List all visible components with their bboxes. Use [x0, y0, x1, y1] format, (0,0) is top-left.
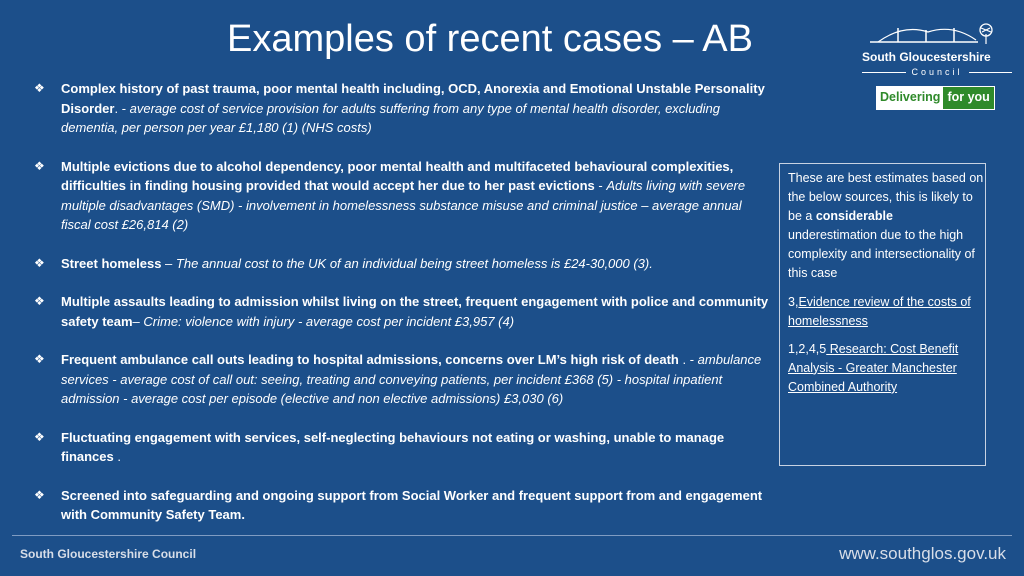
delivering-badge: [876, 86, 995, 110]
page-title: Examples of recent cases – AB: [227, 18, 753, 60]
ref1-prefix: 3,: [788, 294, 799, 309]
estimate-note-box: [779, 163, 986, 466]
footer-website: www.southglos.gov.uk: [839, 544, 1006, 563]
bullet-cost: Crime: violence with injury - average cost per incident £3,957 (4): [143, 313, 515, 329]
bullet-sep: .: [113, 449, 121, 464]
bullet-cost: The annual cost to the UK of an individual being street homeless is £24-30,000 (3).: [175, 255, 653, 271]
bullet-sep: –: [161, 255, 176, 271]
bullet-item: [34, 254, 769, 274]
bullet-item: [34, 486, 769, 525]
bullet-heading: Fluctuating engagement with services, self-neglecting behaviours not eating or washing, unable to manage finances: [61, 429, 725, 464]
bullet-cost: ambulance services - average cost of call out: seeing, treating and conveying patients, per incident £368 (5) - hospital inpatient admission - average cost per episode (elective and non elective admissions) £3,030 (6): [61, 352, 762, 406]
bullet-item: [34, 157, 769, 235]
ref2-prefix: 1,2,4,5: [788, 341, 827, 356]
diamond-bullet-icon: ❖: [34, 487, 45, 502]
bullet-sep: . -: [114, 100, 130, 116]
bullet-heading: Frequent ambulance call outs leading to hospital admissions, concerns over LM’s high risk of death: [61, 352, 679, 367]
council-logo: [862, 20, 1012, 77]
bullet-heading: Multiple evictions due to alcohol dependency, poor mental health and multifaceted behavioural complexities, difficulties in finding housing provided that would accept her due to her past evictions: [61, 158, 734, 193]
bullet-sep: . -: [678, 352, 698, 367]
reference-1: [788, 293, 985, 331]
badge-part1: Delivering: [877, 87, 943, 109]
bullet-cost: average cost of service provision for adults suffering from any type of mental health disorder, excluding dementia, per person per year £1,180 (1) (NHS costs): [61, 100, 721, 135]
bullet-heading: Street homeless: [61, 255, 162, 271]
logo-name: South Gloucestershire: [862, 50, 991, 64]
bullet-heading: Complex history of past trauma, poor mental health including, OCD, Anorexia and Emotional Unstable Personality Disorder: [61, 81, 765, 116]
bullet-heading: Multiple assaults leading to admission whilst living on the street, frequent engagement with police and community safety team: [61, 294, 769, 329]
logo-council-line: [862, 67, 1012, 77]
diamond-bullet-icon: ❖: [34, 352, 45, 366]
bullet-sep: –: [132, 313, 144, 329]
diamond-bullet-icon: ❖: [34, 294, 45, 308]
bullet-item: [34, 79, 769, 138]
badge-part2: for you: [943, 87, 993, 109]
note-text: [788, 169, 985, 284]
footer-divider: [12, 535, 1012, 536]
logo-council: Council: [911, 67, 963, 77]
note-rest: underestimation due to the high complexity and intersectionality of this case: [788, 228, 975, 281]
diamond-bullet-icon: ❖: [34, 158, 45, 173]
evidence-review-link[interactable]: Evidence review of the costs of homelessness: [788, 294, 971, 328]
reference-2: [788, 340, 985, 397]
bullet-heading: Screened into safeguarding and ongoing support from Social Worker and frequent support from and engagement with Community Safety Team.: [61, 487, 763, 522]
diamond-bullet-icon: ❖: [34, 255, 45, 270]
bullet-cost: Adults living with severe multiple disadvantages (SMD) - involvement in homelessness substance misuse and criminal justice – average annual fiscal cost £26,814 (2): [61, 178, 746, 232]
note-emphasis: considerable: [815, 209, 893, 224]
bullet-sep: -: [594, 178, 607, 193]
footer-council-name: South Gloucestershire Council: [20, 547, 197, 561]
note-intro: These are best estimates based on the below sources, this is likely to be a: [788, 171, 984, 224]
bridge-tree-logo-icon: [868, 20, 998, 50]
diamond-bullet-icon: ❖: [34, 81, 45, 95]
cost-benefit-analysis-link[interactable]: Research: Cost Benefit Analysis - Greater Manchester Combined Authority: [788, 341, 959, 394]
bullet-item: [34, 350, 769, 409]
bullet-item: [34, 292, 769, 331]
bullet-item: [34, 428, 769, 467]
diamond-bullet-icon: ❖: [34, 429, 45, 444]
case-bullet-list: [34, 79, 769, 525]
